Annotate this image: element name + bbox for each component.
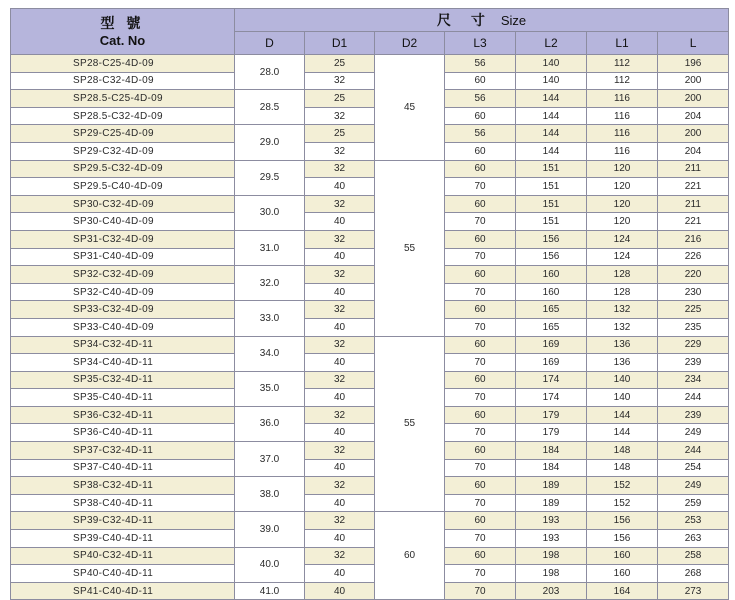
l2-cell: 189 (516, 494, 587, 512)
l2-cell: 165 (516, 318, 587, 336)
l-cell: 253 (658, 512, 729, 530)
l1-cell: 152 (587, 477, 658, 495)
d1-cell: 25 (305, 55, 375, 73)
d1-cell: 40 (305, 424, 375, 442)
l1-cell: 124 (587, 230, 658, 248)
l3-cell: 60 (445, 371, 516, 389)
l-cell: 221 (658, 178, 729, 196)
l1-cell: 116 (587, 90, 658, 108)
cat-no-cell: SP28.5-C25-4D-09 (11, 90, 235, 108)
l2-cell: 151 (516, 178, 587, 196)
cat-no-cell: SP36-C40-4D-11 (11, 424, 235, 442)
l2-cell: 160 (516, 266, 587, 284)
l3-cell: 70 (445, 248, 516, 266)
l-cell: 204 (658, 107, 729, 125)
table-row (11, 494, 729, 512)
cat-no-cell: SP38-C32-4D-11 (11, 477, 235, 495)
d1-cell: 32 (305, 72, 375, 90)
d1-cell: 25 (305, 125, 375, 143)
l1-cell: 132 (587, 301, 658, 319)
table-row (11, 389, 729, 407)
column-header-d2: D2 (375, 32, 445, 55)
d1-cell: 32 (305, 142, 375, 160)
l2-cell: 151 (516, 160, 587, 178)
d1-cell: 40 (305, 459, 375, 477)
l-cell: 249 (658, 477, 729, 495)
l1-cell: 128 (587, 283, 658, 301)
d-cell: 39.0 (235, 512, 305, 547)
l2-cell: 156 (516, 230, 587, 248)
l-cell: 244 (658, 389, 729, 407)
d1-cell: 40 (305, 213, 375, 231)
d1-cell: 32 (305, 160, 375, 178)
cat-no-cell: SP40-C40-4D-11 (11, 565, 235, 583)
column-header-l: L (658, 32, 729, 55)
l3-cell: 70 (445, 459, 516, 477)
cat-no-cell: SP33-C40-4D-09 (11, 318, 235, 336)
l3-cell: 70 (445, 582, 516, 600)
table-header (11, 9, 729, 55)
l3-cell: 70 (445, 530, 516, 548)
cat-no-cell: SP37-C40-4D-11 (11, 459, 235, 477)
d-cell: 28.5 (235, 90, 305, 125)
cat-no-cell: SP29.5-C40-4D-09 (11, 178, 235, 196)
table-row (11, 301, 729, 319)
d2-cell: 45 (375, 55, 445, 161)
l1-cell: 160 (587, 565, 658, 583)
l2-cell: 165 (516, 301, 587, 319)
l3-cell: 70 (445, 213, 516, 231)
d1-cell: 40 (305, 318, 375, 336)
d1-cell: 32 (305, 442, 375, 460)
d-cell: 30.0 (235, 195, 305, 230)
l3-cell: 60 (445, 160, 516, 178)
size-header-cn: 尺 寸 (436, 11, 493, 28)
d1-cell: 40 (305, 565, 375, 583)
cat-no-cell: SP30-C32-4D-09 (11, 195, 235, 213)
l2-cell: 169 (516, 354, 587, 372)
l2-cell: 156 (516, 248, 587, 266)
cat-no-header-en: Cat. No (99, 32, 146, 48)
table-row (11, 125, 729, 143)
column-header-l3: L3 (445, 32, 516, 55)
l2-cell: 140 (516, 55, 587, 73)
table-row (11, 230, 729, 248)
l-cell: 239 (658, 406, 729, 424)
l-cell: 259 (658, 494, 729, 512)
d-cell: 28.0 (235, 55, 305, 90)
l2-cell: 184 (516, 459, 587, 477)
cat-no-cell: SP32-C32-4D-09 (11, 266, 235, 284)
l3-cell: 60 (445, 266, 516, 284)
cat-no-header-cn: 型 號 (100, 14, 145, 31)
d2-cell: 60 (375, 512, 445, 600)
cat-no-cell: SP30-C40-4D-09 (11, 213, 235, 231)
l1-cell: 136 (587, 354, 658, 372)
d1-cell: 32 (305, 336, 375, 354)
spec-table-container (10, 8, 728, 600)
d1-cell: 32 (305, 266, 375, 284)
l-cell: 211 (658, 160, 729, 178)
l2-cell: 144 (516, 90, 587, 108)
cat-no-header (11, 9, 235, 55)
l3-cell: 60 (445, 547, 516, 565)
cat-no-cell: SP40-C32-4D-11 (11, 547, 235, 565)
table-row (11, 72, 729, 90)
l1-cell: 148 (587, 459, 658, 477)
l1-cell: 124 (587, 248, 658, 266)
cat-no-cell: SP29-C25-4D-09 (11, 125, 235, 143)
size-header-en: Size (500, 12, 527, 28)
l2-cell: 198 (516, 547, 587, 565)
cat-no-cell: SP31-C40-4D-09 (11, 248, 235, 266)
l-cell: 200 (658, 72, 729, 90)
l2-cell: 169 (516, 336, 587, 354)
l-cell: 211 (658, 195, 729, 213)
l-cell: 258 (658, 547, 729, 565)
spec-table (10, 8, 729, 600)
cat-no-cell: SP33-C32-4D-09 (11, 301, 235, 319)
d1-cell: 32 (305, 230, 375, 248)
cat-no-cell: SP34-C40-4D-11 (11, 354, 235, 372)
d-cell: 40.0 (235, 547, 305, 582)
table-row (11, 266, 729, 284)
l3-cell: 60 (445, 336, 516, 354)
table-row (11, 107, 729, 125)
l-cell: 204 (658, 142, 729, 160)
l3-cell: 70 (445, 494, 516, 512)
l3-cell: 70 (445, 424, 516, 442)
l-cell: 273 (658, 582, 729, 600)
l2-cell: 189 (516, 477, 587, 495)
table-row (11, 530, 729, 548)
l-cell: 254 (658, 459, 729, 477)
l1-cell: 156 (587, 512, 658, 530)
l2-cell: 179 (516, 406, 587, 424)
l1-cell: 116 (587, 142, 658, 160)
d1-cell: 40 (305, 494, 375, 512)
l2-cell: 140 (516, 72, 587, 90)
l1-cell: 144 (587, 406, 658, 424)
table-row (11, 565, 729, 583)
l2-cell: 198 (516, 565, 587, 583)
l3-cell: 60 (445, 406, 516, 424)
l2-cell: 144 (516, 125, 587, 143)
d1-cell: 40 (305, 582, 375, 600)
l2-cell: 193 (516, 530, 587, 548)
d-cell: 33.0 (235, 301, 305, 336)
l1-cell: 156 (587, 530, 658, 548)
l-cell: 200 (658, 90, 729, 108)
d1-cell: 32 (305, 107, 375, 125)
d1-cell: 32 (305, 512, 375, 530)
l-cell: 200 (658, 125, 729, 143)
table-row (11, 336, 729, 354)
d1-cell: 32 (305, 547, 375, 565)
l2-cell: 193 (516, 512, 587, 530)
table-row (11, 582, 729, 600)
l-cell: 196 (658, 55, 729, 73)
l1-cell: 148 (587, 442, 658, 460)
d1-cell: 32 (305, 301, 375, 319)
d-cell: 29.5 (235, 160, 305, 195)
l1-cell: 120 (587, 195, 658, 213)
l2-cell: 203 (516, 582, 587, 600)
d-cell: 31.0 (235, 230, 305, 265)
l-cell: 235 (658, 318, 729, 336)
cat-no-cell: SP34-C32-4D-11 (11, 336, 235, 354)
l3-cell: 60 (445, 442, 516, 460)
table-row (11, 195, 729, 213)
cat-no-cell: SP31-C32-4D-09 (11, 230, 235, 248)
d1-cell: 40 (305, 530, 375, 548)
l3-cell: 56 (445, 55, 516, 73)
l1-cell: 140 (587, 371, 658, 389)
l1-cell: 112 (587, 55, 658, 73)
d1-cell: 40 (305, 178, 375, 196)
table-row (11, 90, 729, 108)
l3-cell: 60 (445, 142, 516, 160)
d-cell: 36.0 (235, 406, 305, 441)
l1-cell: 112 (587, 72, 658, 90)
l-cell: 268 (658, 565, 729, 583)
table-row (11, 477, 729, 495)
l2-cell: 144 (516, 142, 587, 160)
l1-cell: 152 (587, 494, 658, 512)
table-row (11, 459, 729, 477)
l-cell: 226 (658, 248, 729, 266)
l-cell: 220 (658, 266, 729, 284)
d-cell: 37.0 (235, 442, 305, 477)
l2-cell: 144 (516, 107, 587, 125)
l-cell: 263 (658, 530, 729, 548)
d-cell: 41.0 (235, 582, 305, 600)
l3-cell: 70 (445, 389, 516, 407)
l-cell: 249 (658, 424, 729, 442)
cat-no-cell: SP35-C32-4D-11 (11, 371, 235, 389)
l2-cell: 160 (516, 283, 587, 301)
l3-cell: 60 (445, 107, 516, 125)
l3-cell: 70 (445, 354, 516, 372)
l-cell: 239 (658, 354, 729, 372)
column-header-l1: L1 (587, 32, 658, 55)
l3-cell: 60 (445, 512, 516, 530)
d-cell: 38.0 (235, 477, 305, 512)
l2-cell: 151 (516, 213, 587, 231)
l3-cell: 70 (445, 178, 516, 196)
cat-no-cell: SP32-C40-4D-09 (11, 283, 235, 301)
l3-cell: 70 (445, 283, 516, 301)
table-row (11, 442, 729, 460)
l1-cell: 120 (587, 178, 658, 196)
cat-no-cell: SP37-C32-4D-11 (11, 442, 235, 460)
table-row (11, 318, 729, 336)
l3-cell: 60 (445, 72, 516, 90)
l3-cell: 60 (445, 301, 516, 319)
l1-cell: 120 (587, 213, 658, 231)
cat-no-cell: SP28-C32-4D-09 (11, 72, 235, 90)
table-row (11, 213, 729, 231)
d1-cell: 25 (305, 90, 375, 108)
l2-cell: 151 (516, 195, 587, 213)
table-row (11, 178, 729, 196)
d1-cell: 40 (305, 354, 375, 372)
l-cell: 221 (658, 213, 729, 231)
d-cell: 34.0 (235, 336, 305, 371)
l1-cell: 164 (587, 582, 658, 600)
l3-cell: 70 (445, 318, 516, 336)
d-cell: 35.0 (235, 371, 305, 406)
l1-cell: 132 (587, 318, 658, 336)
d1-cell: 32 (305, 195, 375, 213)
d1-cell: 40 (305, 248, 375, 266)
l1-cell: 128 (587, 266, 658, 284)
cat-no-cell: SP29.5-C32-4D-09 (11, 160, 235, 178)
d1-cell: 32 (305, 406, 375, 424)
d-cell: 32.0 (235, 266, 305, 301)
size-header (235, 9, 729, 32)
table-row (11, 283, 729, 301)
l1-cell: 144 (587, 424, 658, 442)
column-header-l2: L2 (516, 32, 587, 55)
cat-no-cell: SP36-C32-4D-11 (11, 406, 235, 424)
l1-cell: 160 (587, 547, 658, 565)
table-row (11, 354, 729, 372)
l1-cell: 136 (587, 336, 658, 354)
l-cell: 244 (658, 442, 729, 460)
l2-cell: 184 (516, 442, 587, 460)
l2-cell: 179 (516, 424, 587, 442)
l3-cell: 60 (445, 477, 516, 495)
cat-no-cell: SP35-C40-4D-11 (11, 389, 235, 407)
l1-cell: 140 (587, 389, 658, 407)
column-header-d: D (235, 32, 305, 55)
l-cell: 229 (658, 336, 729, 354)
l-cell: 216 (658, 230, 729, 248)
cat-no-cell: SP28-C25-4D-09 (11, 55, 235, 73)
table-row (11, 55, 729, 73)
cat-no-cell: SP38-C40-4D-11 (11, 494, 235, 512)
l1-cell: 116 (587, 125, 658, 143)
table-row (11, 547, 729, 565)
table-row (11, 406, 729, 424)
l-cell: 230 (658, 283, 729, 301)
l3-cell: 56 (445, 90, 516, 108)
cat-no-cell: SP39-C32-4D-11 (11, 512, 235, 530)
d2-cell: 55 (375, 336, 445, 512)
table-row (11, 248, 729, 266)
cat-no-cell: SP39-C40-4D-11 (11, 530, 235, 548)
d2-cell: 55 (375, 160, 445, 336)
l3-cell: 56 (445, 125, 516, 143)
table-body (11, 55, 729, 600)
l3-cell: 60 (445, 230, 516, 248)
d-cell: 29.0 (235, 125, 305, 160)
column-header-d1: D1 (305, 32, 375, 55)
cat-no-cell: SP28.5-C32-4D-09 (11, 107, 235, 125)
d1-cell: 32 (305, 371, 375, 389)
table-row (11, 512, 729, 530)
l1-cell: 120 (587, 160, 658, 178)
l-cell: 225 (658, 301, 729, 319)
l3-cell: 60 (445, 195, 516, 213)
l-cell: 234 (658, 371, 729, 389)
cat-no-cell: SP29-C32-4D-09 (11, 142, 235, 160)
table-row (11, 160, 729, 178)
table-row (11, 142, 729, 160)
l2-cell: 174 (516, 371, 587, 389)
l1-cell: 116 (587, 107, 658, 125)
d1-cell: 40 (305, 283, 375, 301)
table-row (11, 424, 729, 442)
d1-cell: 32 (305, 477, 375, 495)
table-row (11, 371, 729, 389)
l2-cell: 174 (516, 389, 587, 407)
cat-no-cell: SP41-C40-4D-11 (11, 582, 235, 600)
d1-cell: 40 (305, 389, 375, 407)
l3-cell: 70 (445, 565, 516, 583)
